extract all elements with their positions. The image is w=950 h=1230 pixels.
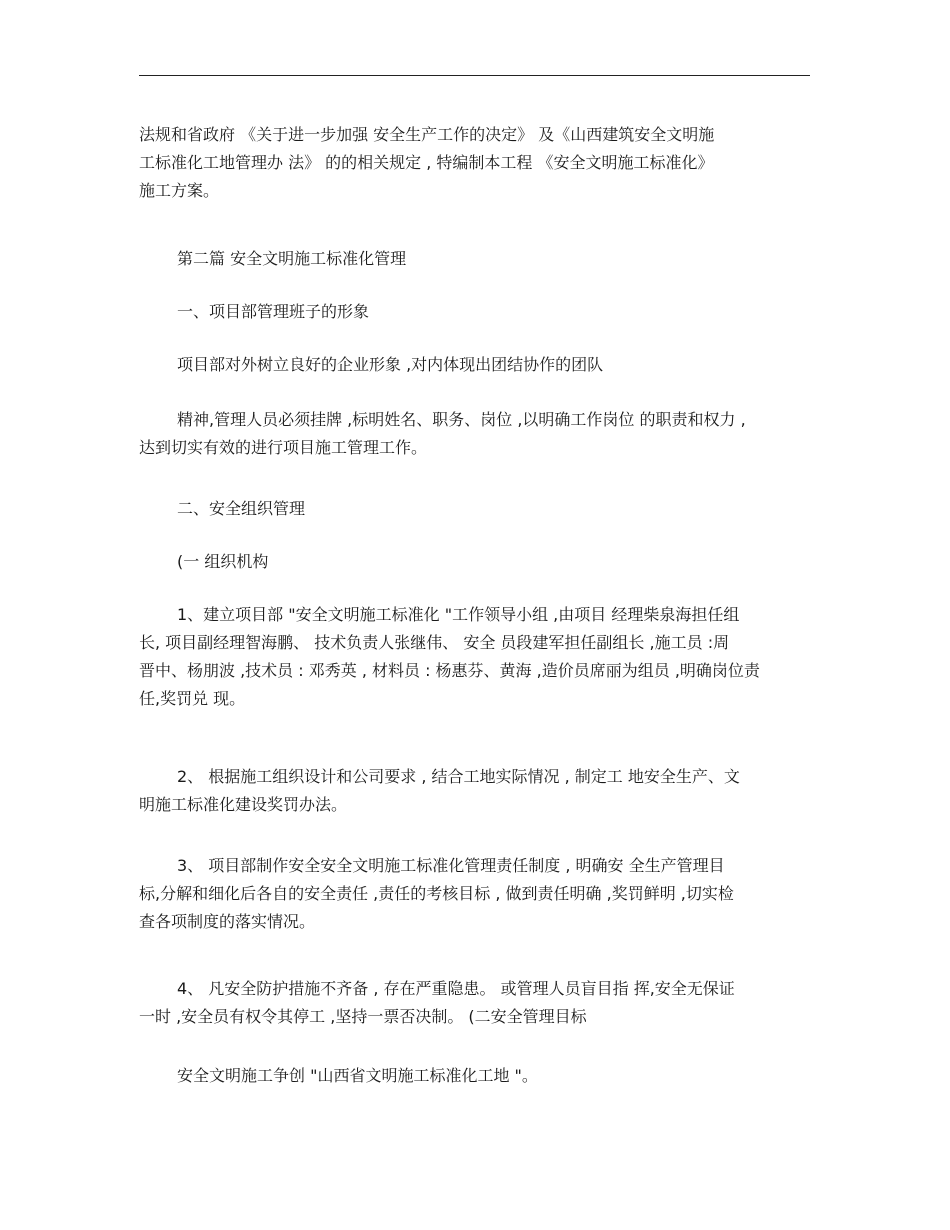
chapter-heading: 第二篇 安全文明施工标准化管理 — [177, 249, 407, 268]
text-line: 明施工标准化建设奖罚办法。 — [139, 795, 348, 814]
text-line: 法规和省政府 《关于进一步加强 安全生产工作的决定》 及《山西建筑安全文明施 — [139, 125, 715, 144]
text-line: 施工方案。 — [139, 181, 220, 200]
text-line: 查各项制度的落实情况。 — [139, 912, 316, 931]
text-line: 任,奖罚兑 现。 — [139, 689, 246, 708]
text-line: 4、 凡安全防护措施不齐备 , 存在严重隐患。 或管理人员盲目指 挥,安全无保证 — [177, 979, 735, 998]
text-line: 2、 根据施工组织设计和公司要求 , 结合工地实际情况 , 制定工 地安全生产、文 — [177, 767, 740, 786]
item-4-paragraph — [139, 975, 819, 1031]
text-line: 一时 ,安全员有权令其停工 ,坚持一票否决制。 (二安全管理目标 — [139, 1007, 587, 1026]
section-heading-1: 一、项目部管理班子的形象 — [177, 302, 370, 321]
text-line: 长, 项目副经理智海鹏、 技术负责人张继伟、 安全 员段建军担任副组长 ,施工员 :周 — [139, 633, 730, 652]
text-line: 精神,管理人员必须挂牌 ,标明姓名、职务、岗位 ,以明确工作岗位 的职责和权力 , — [177, 410, 746, 429]
text-line: 3、 项目部制作安全安全文明施工标准化管理责任制度 , 明确安 全生产管理目 — [177, 856, 725, 875]
header-rule — [139, 75, 810, 76]
section-heading-2: 二、安全组织管理 — [177, 499, 306, 518]
paragraph-team-image: 项目部对外树立良好的企业形象 ,对内体现出团结协作的团队 — [177, 355, 604, 374]
text-line: 标,分解和细化后各自的安全责任 ,责任的考核目标 , 做到责任明确 ,奖罚鲜明 ,切实检 — [139, 884, 734, 903]
item-3-paragraph — [139, 852, 819, 936]
intro-paragraph — [139, 121, 819, 205]
subsection-heading-1: (一 组织机构 — [177, 552, 269, 571]
item-1-paragraph — [139, 601, 819, 713]
text-line: 1、建立项目部 "安全文明施工标准化 "工作领导小组 ,由项目 经理柴泉海担任组 — [177, 605, 740, 624]
item-2-paragraph — [139, 763, 819, 819]
safety-goal-paragraph: 安全文明施工争创 "山西省文明施工标准化工地 "。 — [177, 1066, 538, 1085]
text-line: 工标准化工地管理办 法》 的的相关规定 , 特编制本工程 《安全文明施工标准化》 — [139, 153, 714, 172]
text-line: 晋中、杨朋波 ,技术员 : 邓秀英 , 材料员 : 杨惠芬、黄海 ,造价员席丽为组员 ,明确岗位责 — [139, 661, 760, 680]
paragraph-team-spirit — [139, 406, 819, 462]
text-line: 达到切实有效的进行项目施工管理工作。 — [139, 438, 428, 457]
